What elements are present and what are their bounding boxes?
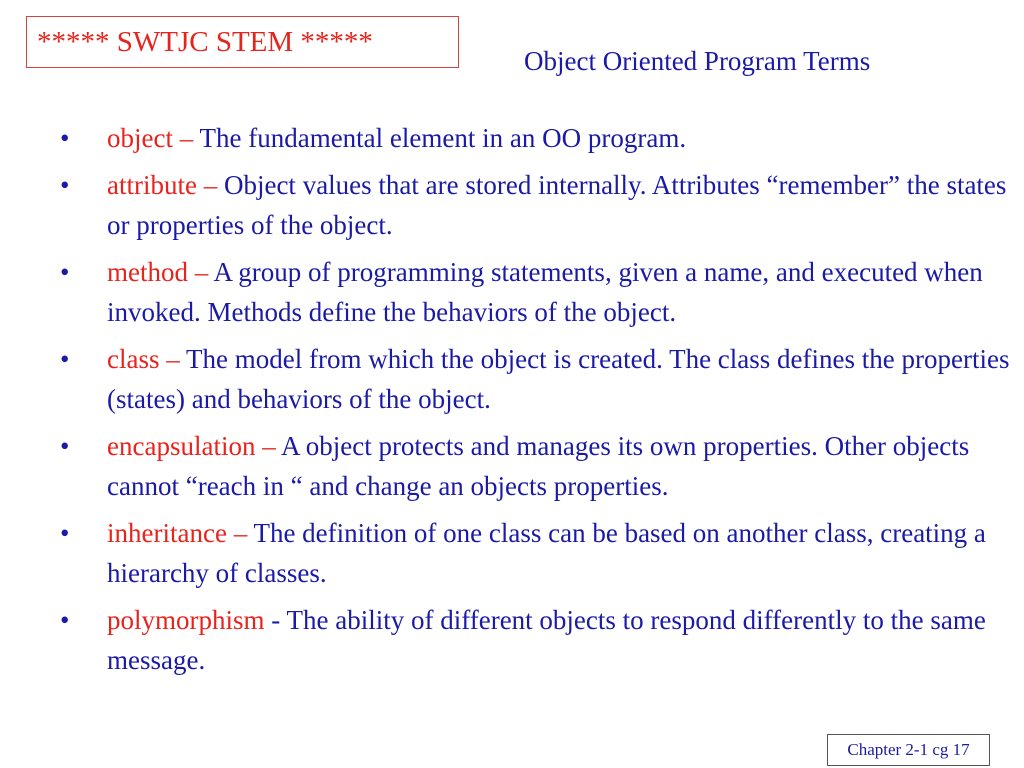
bullet: • bbox=[60, 169, 70, 200]
term-item-encapsulation bbox=[56, 426, 1016, 507]
term-item-object bbox=[56, 118, 1016, 159]
term-word: class bbox=[107, 343, 160, 374]
term-definition: The fundamental element in an OO program. bbox=[193, 123, 687, 153]
bullet: • bbox=[60, 123, 70, 153]
terms-list bbox=[56, 118, 1016, 687]
footer-label: Chapter 2-1 cg 17 bbox=[847, 740, 970, 759]
term-separator: – bbox=[159, 343, 180, 374]
term-definition: The model from which the object is created. The class defines the properties (states) and behaviors of the object. bbox=[107, 343, 1010, 414]
bullet: • bbox=[60, 343, 70, 374]
term-word: inheritance bbox=[107, 517, 227, 548]
bullet: • bbox=[60, 256, 70, 287]
term-word: attribute bbox=[107, 169, 197, 200]
term-word: method bbox=[107, 256, 188, 287]
term-item-attribute bbox=[56, 165, 1016, 246]
term-item-inheritance bbox=[56, 513, 1016, 594]
term-word: encapsulation bbox=[107, 430, 256, 461]
term-definition: - The ability of different objects to respond differently to the same message. bbox=[107, 604, 986, 675]
bullet: • bbox=[60, 430, 70, 461]
header-label: ***** SWTJC STEM ***** bbox=[37, 26, 373, 58]
term-word: object bbox=[107, 123, 173, 153]
term-word: polymorphism bbox=[107, 604, 265, 635]
term-separator: – bbox=[255, 430, 276, 461]
term-separator: – bbox=[226, 517, 248, 548]
term-definition: Object values that are stored internally. Attributes “remember” the states or properties of the object. bbox=[107, 169, 1007, 240]
term-definition: A group of programming statements, given a name, and executed when invoked. Methods define the behaviors of the object. bbox=[107, 256, 983, 327]
bullet: • bbox=[60, 604, 70, 635]
header-label-box bbox=[26, 16, 459, 68]
footer-page-label bbox=[827, 734, 990, 766]
term-definition: The definition of one class can be based on another class, creating a hierarchy of classes. bbox=[107, 517, 986, 588]
bullet: • bbox=[60, 517, 70, 548]
term-item-class bbox=[56, 339, 1016, 420]
slide-title: Object Oriented Program Terms bbox=[524, 46, 871, 76]
term-definition: A object protects and manages its own properties. Other objects cannot “reach in “ and change an objects properties. bbox=[107, 430, 970, 501]
term-item-polymorphism bbox=[56, 600, 1016, 681]
term-separator: – bbox=[172, 123, 194, 153]
term-separator: – bbox=[196, 169, 218, 200]
term-separator: – bbox=[188, 256, 209, 287]
term-item-method bbox=[56, 252, 1016, 333]
